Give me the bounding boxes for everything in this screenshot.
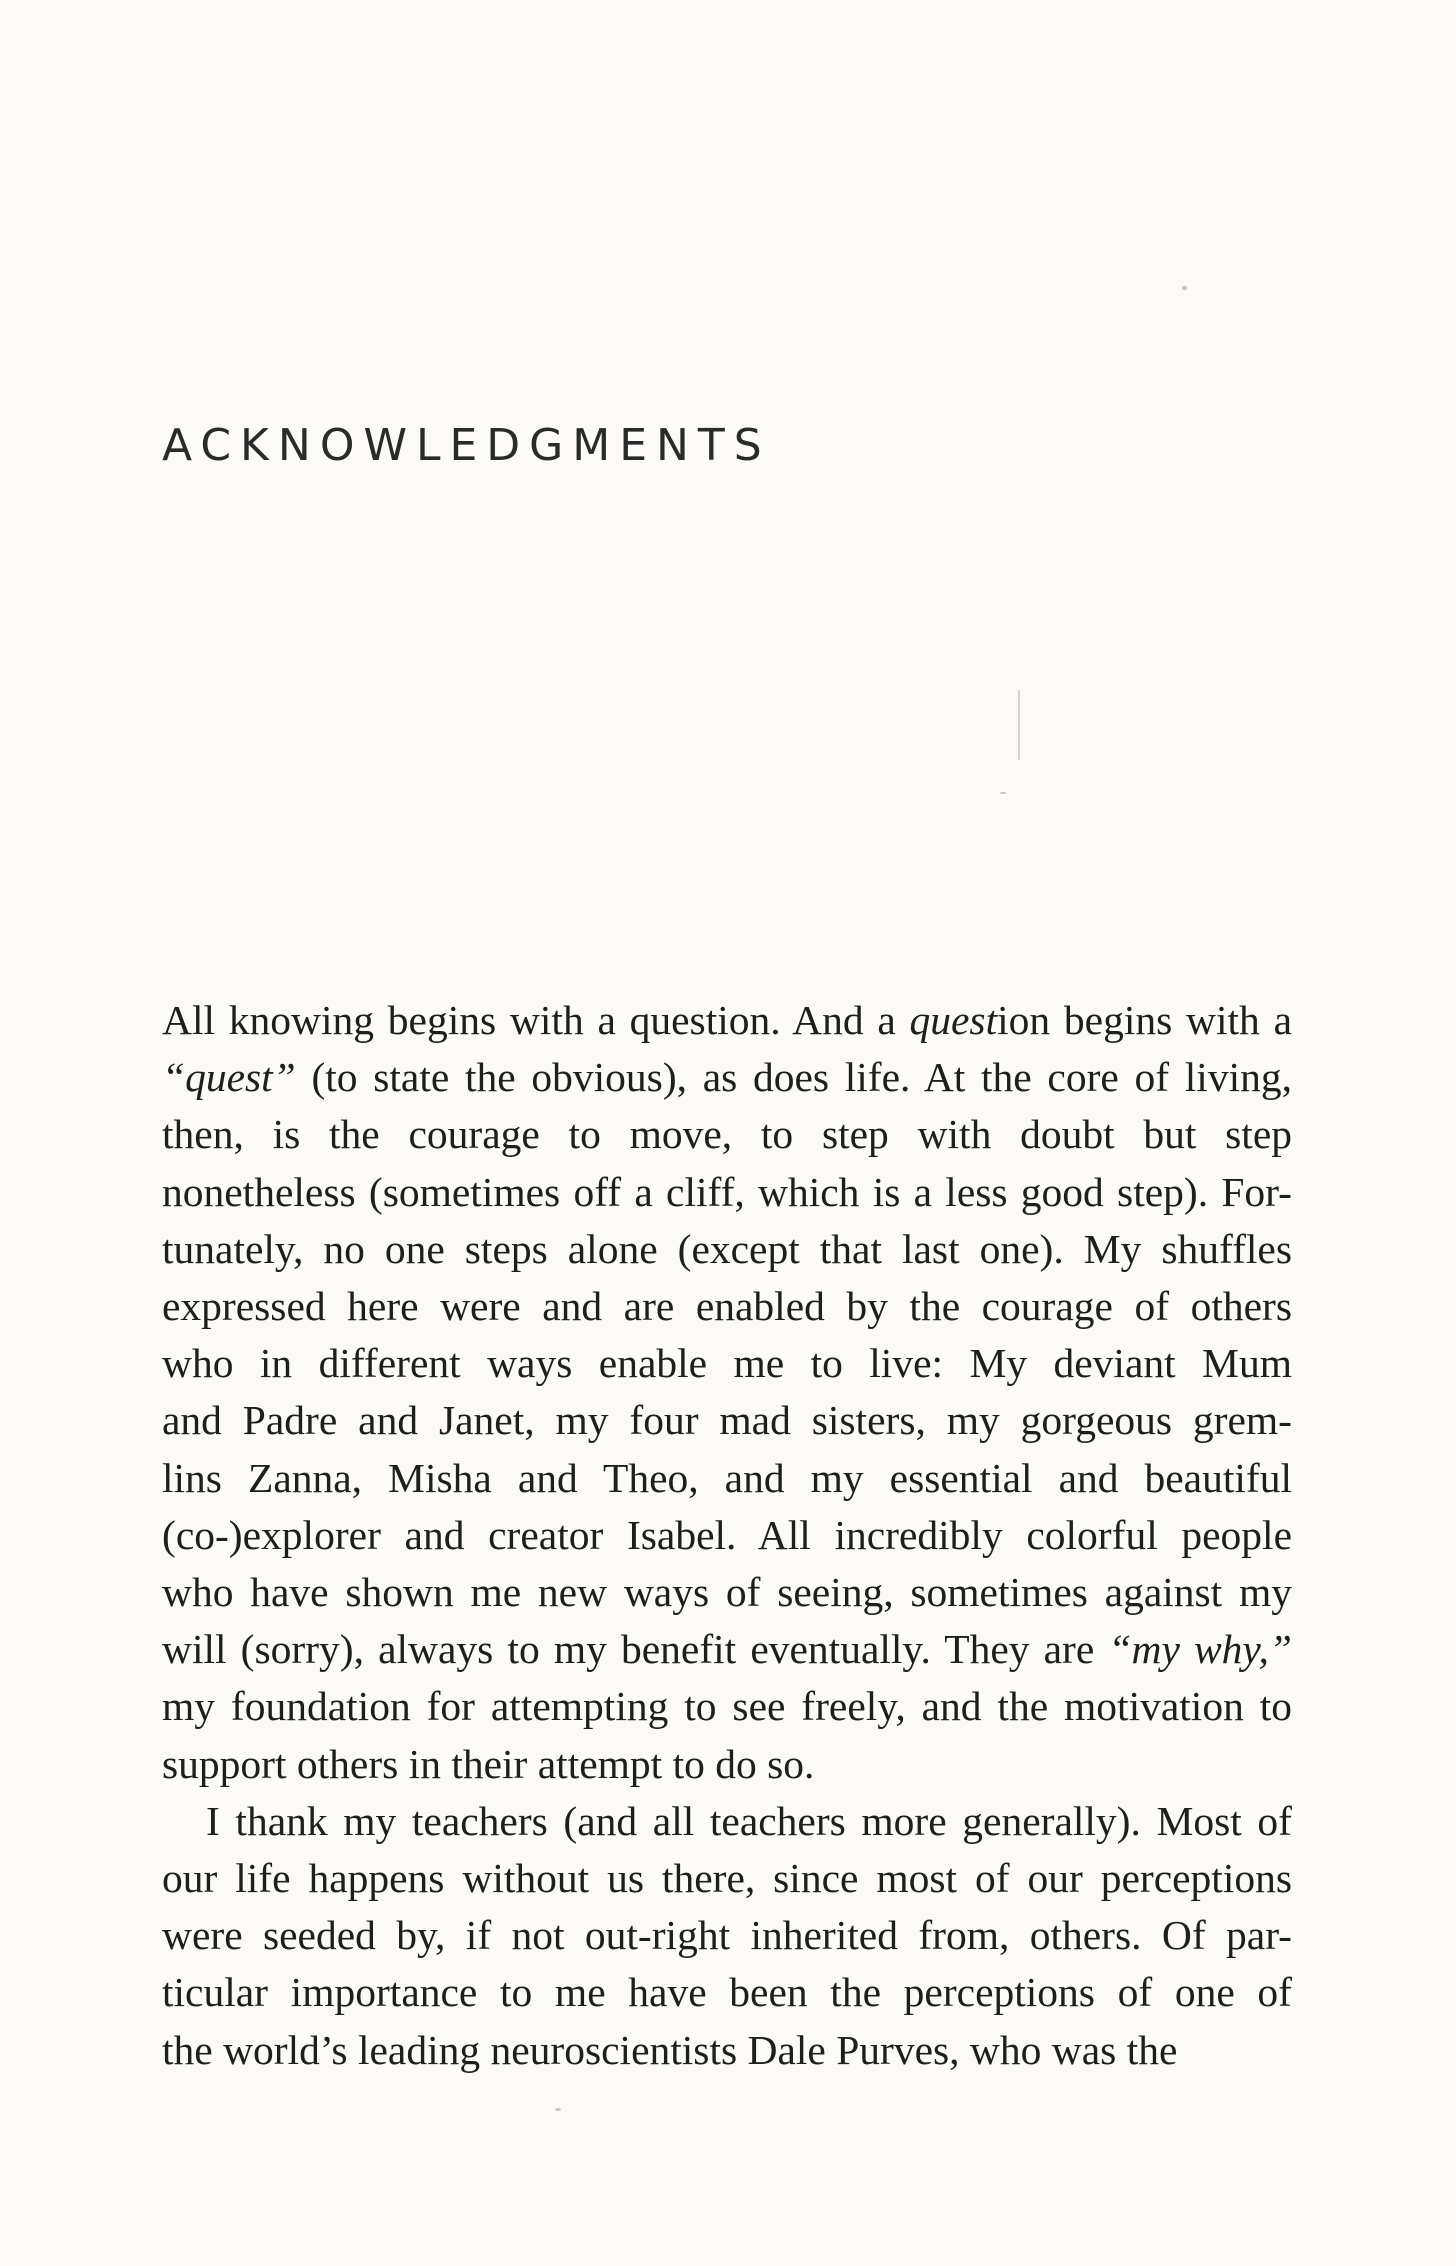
scan-speck [1000,792,1006,794]
text-line: and Padre and Janet, my four mad sisters, my gorgeous grem- [162,1397,1292,1444]
body-text [162,992,1292,2079]
text-line: I thank my teachers (and all teachers more generally). Most of [206,1797,1292,1844]
text-line: then, is the courage to move, to step with doubt but step [162,1111,1292,1158]
text-line: (co-)explorer and creator Isabel. All incredibly colorful people [162,1511,1292,1558]
text-line: will (sorry), always to my benefit eventually. They are “my why,” [162,1626,1292,1673]
scan-mark [1018,690,1020,760]
text-line: who in different ways enable me to live: My deviant Mum [162,1340,1292,1387]
scan-speck [1182,286,1187,290]
text-line: ticular importance to me have been the perceptions of one of [162,1969,1292,2016]
scan-speck [555,2108,561,2111]
text-line: “quest” (to state the obvious), as does life. At the core of living, [162,1054,1292,1101]
text-line: the world’s leading neuroscientists Dale Purves, who was the [162,2026,1178,2073]
text-line: expressed here were and are enabled by the courage of others [162,1283,1292,1330]
text-line: support others in their attempt to do so. [162,1740,815,1787]
text-line: nonetheless (sometimes off a cliff, which is a less good step). For- [162,1168,1292,1215]
paragraph-2 [162,1793,1292,2079]
text-line: All knowing begins with a question. And a question begins with a [162,997,1292,1043]
text-line: lins Zanna, Misha and Theo, and my essential and beautiful [162,1454,1292,1501]
text-line: who have shown me new ways of seeing, sometimes against my [162,1569,1292,1616]
text-line: tunately, no one steps alone (except that last one). My shuffles [162,1225,1292,1272]
text-line: my foundation for attempting to see freely, and the motivation to [162,1683,1292,1730]
text-line: our life happens without us there, since most of our perceptions [162,1855,1292,1902]
page-title: ACKNOWLEDGMENTS [162,420,771,471]
paragraph-1 [162,992,1292,1793]
text-line: were seeded by, if not out-right inherited from, others. Of par- [162,1912,1292,1959]
